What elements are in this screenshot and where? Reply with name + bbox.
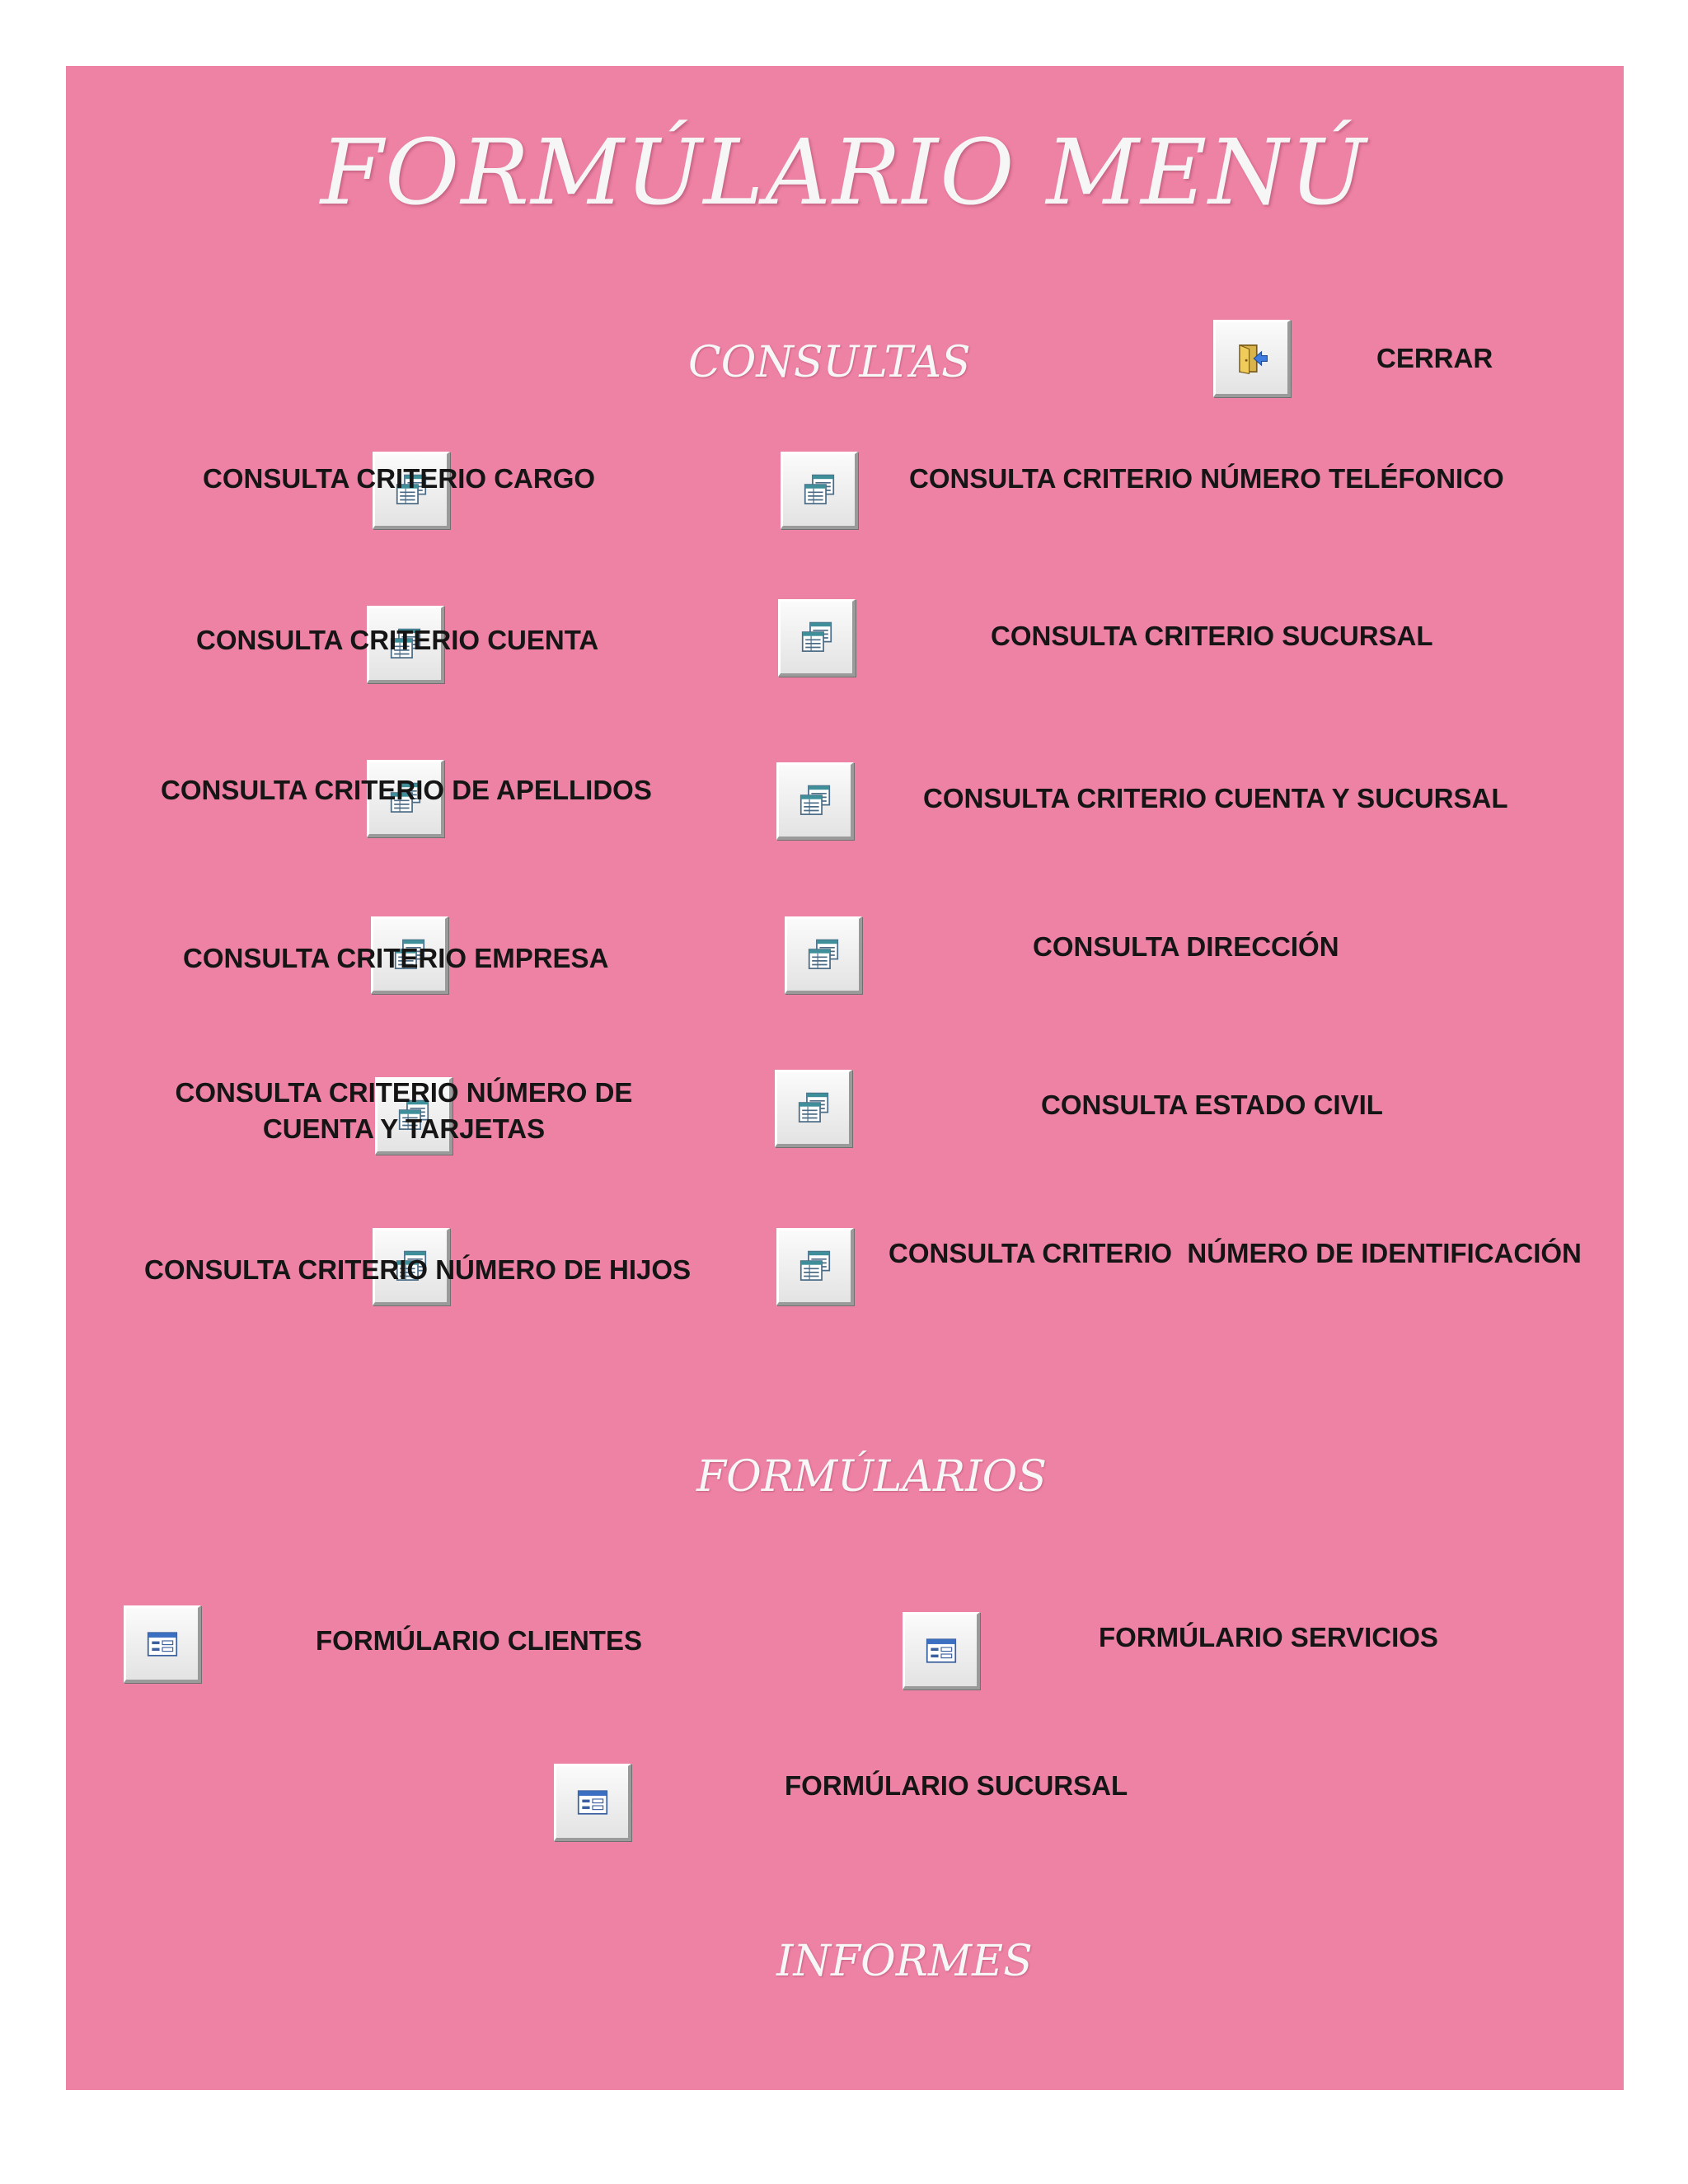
query-label-cuenta-tarjetas: CONSULTA CRITERIO NÚMERO DE CUENTA Y TARJETAS: [175, 1077, 633, 1144]
query-button-identificacion[interactable]: [776, 1228, 854, 1305]
query-button-direccion[interactable]: [785, 916, 862, 994]
query-button-estado-civil[interactable]: [775, 1070, 852, 1147]
query-label-sucursal: CONSULTA CRITERIO SUCURSAL: [991, 621, 1433, 651]
form-button-servicios[interactable]: [903, 1612, 980, 1690]
close-label: CERRAR: [1376, 343, 1493, 373]
page-title: FORMÚLARIO MENÚ: [320, 120, 1368, 225]
query-label-estado-civil: CONSULTA ESTADO CIVIL: [1041, 1090, 1383, 1120]
section-informes-heading: INFORMES: [776, 1937, 1033, 1986]
query-label-cargo: CONSULTA CRITERIO CARGO: [203, 463, 596, 494]
form-icon: [143, 1625, 181, 1663]
exit-door-icon: [1233, 340, 1271, 377]
form-button-sucursal[interactable]: [554, 1764, 631, 1841]
query-label-cuenta-sucursal: CONSULTA CRITERIO CUENTA Y SUCURSAL: [923, 783, 1508, 813]
query-label-hijos: CONSULTA CRITERIO NÚMERO DE HIJOS: [144, 1254, 692, 1285]
form-label-sucursal: FORMÚLARIO SUCURSAL: [785, 1770, 1128, 1801]
section-formularios-heading: FORMÚLARIOS: [696, 1452, 1047, 1502]
query-icon: [800, 471, 838, 509]
close-button[interactable]: [1213, 320, 1291, 397]
query-button-sucursal[interactable]: [778, 599, 856, 677]
form-label-servicios: FORMÚLARIO SERVICIOS: [1099, 1622, 1438, 1652]
query-label-telefono: CONSULTA CRITERIO NÚMERO TELÉFONICO: [909, 463, 1504, 494]
form-label-clientes: FORMÚLARIO CLIENTES: [316, 1625, 642, 1656]
query-icon: [796, 1248, 834, 1286]
query-label-direccion: CONSULTA DIRECCIÓN: [1033, 931, 1339, 962]
form-icon: [922, 1632, 960, 1670]
query-label-apellidos: CONSULTA CRITERIO DE APELLIDOS: [161, 775, 652, 805]
query-button-telefono[interactable]: [781, 452, 858, 529]
query-icon: [804, 936, 842, 974]
query-icon: [798, 619, 836, 657]
form-button-clientes[interactable]: [124, 1605, 201, 1683]
query-button-cuenta-sucursal[interactable]: [776, 762, 854, 840]
query-icon: [796, 782, 834, 820]
query-icon: [795, 1090, 832, 1127]
query-label-empresa: CONSULTA CRITERIO EMPRESA: [183, 943, 609, 973]
query-label-cuenta: CONSULTA CRITERIO CUENTA: [196, 625, 599, 655]
section-consultas-heading: CONSULTAS: [688, 338, 971, 387]
query-label-identificacion: CONSULTA CRITERIO NÚMERO DE IDENTIFICACIÓN: [889, 1238, 1582, 1268]
form-icon: [574, 1783, 612, 1821]
